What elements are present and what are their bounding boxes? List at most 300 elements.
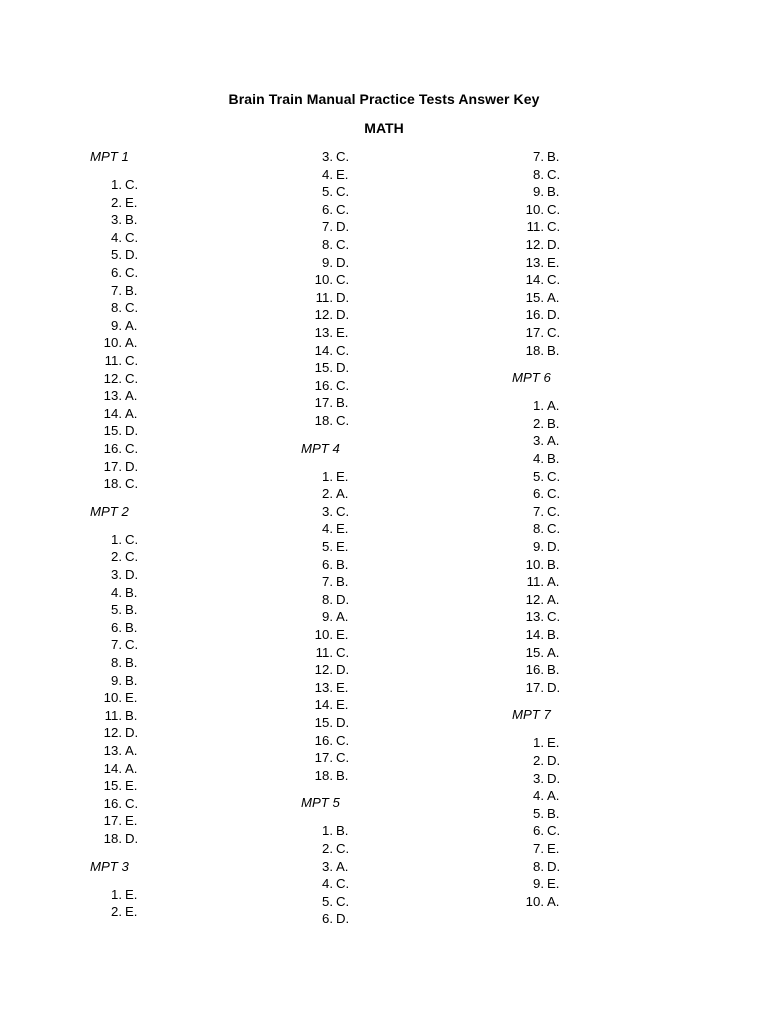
question-number: 16.: [525, 662, 544, 678]
answer-item: [90, 566, 290, 584]
answer-letter: C.: [336, 342, 350, 358]
answer-letter: D.: [336, 591, 350, 607]
answer-letter: B.: [336, 556, 349, 572]
question-number: 10.: [314, 626, 333, 642]
answer-item: [90, 299, 290, 317]
question-number: 14.: [525, 272, 544, 288]
question-number: 12.: [525, 591, 544, 607]
answer-letter: B.: [547, 415, 560, 431]
answer-letter: A.: [336, 609, 349, 625]
answer-letter: B.: [125, 282, 138, 298]
question-number: 2.: [111, 194, 122, 210]
answer-letter: B.: [336, 767, 349, 783]
answer-column-2: [301, 148, 501, 928]
answer-letter: C.: [336, 503, 350, 519]
answer-item: [512, 608, 712, 626]
question-number: 11.: [526, 219, 544, 235]
answer-letter: B.: [125, 584, 138, 600]
answer-letter: C.: [547, 468, 561, 484]
question-number: 7.: [533, 149, 544, 164]
question-number: 18.: [314, 767, 333, 783]
answer-item: [90, 317, 290, 335]
question-number: 13.: [103, 388, 122, 404]
question-number: 13.: [314, 679, 333, 695]
answer-letter: E.: [125, 886, 138, 902]
question-number: 9.: [322, 609, 333, 625]
question-number: 4.: [322, 521, 333, 537]
question-number: 7.: [111, 282, 122, 298]
answer-letter: A.: [547, 788, 560, 804]
question-number: 1.: [533, 735, 544, 751]
answer-letter: E.: [125, 813, 138, 829]
answer-item: [301, 714, 501, 732]
question-number: 6.: [111, 265, 122, 281]
answer-item: [90, 812, 290, 830]
question-number: 10.: [103, 335, 122, 351]
question-number: 6.: [322, 911, 333, 927]
answer-letter: A.: [547, 893, 560, 909]
answer-letter: B.: [125, 655, 138, 671]
answer-letter: D.: [547, 236, 561, 252]
answer-item: [301, 359, 501, 377]
answer-letter: D.: [125, 567, 139, 583]
answer-item: [301, 289, 501, 307]
answer-letter: C.: [125, 441, 139, 456]
question-number: 18.: [103, 476, 122, 492]
question-number: 4.: [533, 451, 544, 466]
answer-letter: C.: [336, 184, 350, 200]
answer-letter: A.: [547, 289, 560, 305]
question-number: 8.: [533, 521, 544, 537]
question-number: 8.: [111, 300, 122, 316]
question-number: 9.: [322, 254, 333, 270]
answer-letter: B.: [547, 662, 560, 678]
answer-letter: C.: [547, 324, 561, 340]
answer-letter: E.: [547, 840, 560, 856]
answer-letter: C.: [547, 272, 561, 288]
question-number: 10.: [525, 201, 544, 217]
answer-item: [90, 176, 290, 194]
answer-item: [301, 485, 501, 503]
answer-item: [301, 503, 501, 521]
answer-item: [512, 148, 712, 166]
answer-item: [512, 787, 712, 805]
answer-item: [301, 822, 501, 840]
question-number: 7.: [322, 219, 333, 235]
question-number: 16.: [103, 795, 122, 811]
answer-item: [301, 377, 501, 395]
answer-item: [512, 166, 712, 184]
answer-item: [512, 538, 712, 556]
question-number: 15.: [314, 360, 333, 376]
answer-letter: A.: [125, 405, 138, 421]
answer-item: [301, 271, 501, 289]
answer-item: [512, 734, 712, 752]
question-number: 9.: [533, 876, 544, 892]
answer-letter: B.: [125, 212, 138, 228]
question-number: 3.: [111, 212, 122, 228]
answer-item: [512, 644, 712, 662]
question-number: 11.: [315, 289, 333, 305]
answer-item: [90, 370, 290, 388]
question-number: 1.: [322, 823, 333, 839]
answer-letter: D.: [336, 307, 350, 323]
answer-letter: E.: [336, 679, 349, 695]
section-spacer: [90, 493, 290, 503]
answer-item: [512, 556, 712, 574]
answer-item: [512, 397, 712, 415]
answer-letter: B.: [336, 823, 349, 839]
answer-letter: D.: [336, 662, 350, 678]
answer-item: [301, 148, 501, 166]
question-number: 6.: [111, 619, 122, 635]
question-number: 3.: [322, 503, 333, 519]
answer-item: [512, 679, 712, 697]
answer-letter: C.: [336, 377, 350, 393]
answer-letter: A.: [125, 760, 138, 776]
answer-letter: E.: [336, 521, 349, 537]
answer-item: [90, 654, 290, 672]
question-number: 13.: [525, 609, 544, 625]
answer-letter: E.: [547, 254, 560, 270]
answer-letter: E.: [336, 166, 349, 182]
answer-item: [90, 334, 290, 352]
answer-item: [512, 520, 712, 538]
section-spacer: [301, 784, 501, 794]
answer-item: [301, 626, 501, 644]
answer-item: [301, 608, 501, 626]
question-number: 4.: [322, 876, 333, 892]
question-number: 11.: [104, 353, 122, 369]
answer-letter: E.: [336, 538, 349, 554]
question-number: 10.: [103, 690, 122, 706]
answer-item: [90, 795, 290, 813]
question-number: 1.: [533, 398, 544, 414]
answer-item: [90, 903, 290, 921]
answer-letter: B.: [547, 149, 560, 164]
answer-letter: B.: [547, 556, 560, 572]
answer-item: [90, 475, 290, 493]
answer-letter: D.: [547, 770, 561, 786]
answer-item: [90, 458, 290, 476]
answer-item: [90, 672, 290, 690]
question-number: 12.: [103, 370, 122, 386]
answer-letter: C.: [336, 750, 350, 766]
answer-item: [90, 548, 290, 566]
answer-item: [512, 591, 712, 609]
answer-letter: C.: [125, 229, 139, 245]
question-number: 13.: [314, 324, 333, 340]
answer-letter: A.: [125, 317, 138, 333]
answer-item: [512, 752, 712, 770]
question-number: 4.: [111, 584, 122, 600]
answer-item: [301, 732, 501, 750]
answer-letter: C.: [547, 166, 561, 182]
answer-item: [90, 405, 290, 423]
question-number: 12.: [314, 307, 333, 323]
answer-letter: C.: [336, 840, 350, 856]
answer-letter: A.: [547, 574, 560, 590]
test-heading: MPT 6: [512, 370, 551, 386]
answer-letter: A.: [336, 486, 349, 502]
answer-item: [90, 352, 290, 370]
answer-letter: D.: [547, 538, 561, 554]
question-number: 12.: [525, 236, 544, 252]
answer-letter: C.: [336, 644, 350, 660]
answer-letter: C.: [547, 503, 561, 519]
question-number: 12.: [103, 725, 122, 741]
answer-letter: A.: [547, 398, 560, 414]
question-number: 1.: [111, 531, 122, 547]
answer-letter: C.: [547, 219, 561, 235]
answer-item: [90, 830, 290, 848]
answer-item: [90, 707, 290, 725]
answer-letter: A.: [547, 433, 560, 449]
question-number: 1.: [111, 886, 122, 902]
answer-item: [512, 432, 712, 450]
answer-item: [90, 282, 290, 300]
answer-letter: B.: [547, 626, 560, 642]
answer-letter: C.: [125, 637, 139, 653]
answer-item: [90, 440, 290, 458]
answer-item: [301, 858, 501, 876]
answer-letter: D.: [125, 458, 139, 474]
answer-item: [90, 760, 290, 778]
answer-item: [512, 289, 712, 307]
answer-column-3: [512, 148, 712, 910]
answer-letter: C.: [125, 795, 139, 811]
question-number: 9.: [533, 538, 544, 554]
answer-item: [512, 306, 712, 324]
answer-item: [512, 201, 712, 219]
question-number: 15.: [525, 644, 544, 660]
question-number: 5.: [322, 184, 333, 200]
test-heading: MPT 1: [90, 149, 129, 164]
test-heading: MPT 2: [90, 503, 129, 519]
question-number: 12.: [314, 662, 333, 678]
answer-letter: C.: [125, 265, 139, 281]
answer-item: [512, 342, 712, 360]
answer-item: [90, 636, 290, 654]
question-number: 8.: [322, 591, 333, 607]
question-number: 7.: [533, 503, 544, 519]
question-number: 15.: [525, 289, 544, 305]
question-number: 3.: [533, 770, 544, 786]
answer-letter: D.: [125, 423, 139, 439]
answer-letter: D.: [125, 725, 139, 741]
answer-item: [301, 183, 501, 201]
answer-item: [301, 591, 501, 609]
answer-item: [90, 387, 290, 405]
answer-letter: D.: [336, 360, 350, 376]
answer-item: [512, 468, 712, 486]
answer-letter: A.: [125, 743, 138, 758]
answer-item: [90, 531, 290, 549]
question-number: 5.: [111, 602, 122, 618]
question-number: 9.: [111, 672, 122, 688]
answer-letter: D.: [547, 858, 561, 874]
answer-letter: D.: [125, 830, 139, 846]
question-number: 5.: [322, 538, 333, 554]
answer-item: [90, 584, 290, 602]
answer-item: [301, 679, 501, 697]
question-number: 17.: [314, 395, 333, 411]
answer-letter: C.: [125, 531, 139, 547]
answer-letter: C.: [547, 201, 561, 217]
answer-letter: B.: [125, 707, 138, 723]
question-number: 2.: [533, 415, 544, 431]
answer-letter: E.: [336, 626, 349, 642]
answer-item: [90, 724, 290, 742]
answer-letter: C.: [336, 236, 350, 252]
answer-item: [512, 893, 712, 911]
question-number: 8.: [322, 236, 333, 252]
answer-letter: B.: [125, 602, 138, 618]
question-number: 2.: [533, 753, 544, 768]
answer-item: [301, 342, 501, 360]
answer-item: [301, 520, 501, 538]
question-number: 7.: [322, 574, 333, 590]
question-number: 15.: [103, 423, 122, 439]
test-heading: MPT 3: [90, 858, 129, 874]
answer-letter: D.: [336, 254, 350, 270]
answer-letter: E.: [125, 778, 138, 794]
answer-item: [301, 166, 501, 184]
test-heading: MPT 5: [301, 795, 340, 811]
answer-item: [512, 626, 712, 644]
section-spacer: [301, 430, 501, 440]
answer-item: [90, 777, 290, 795]
answer-item: [512, 503, 712, 521]
answer-letter: B.: [547, 342, 560, 358]
answer-item: [512, 573, 712, 591]
question-number: 8.: [111, 655, 122, 671]
question-number: 16.: [314, 377, 333, 393]
question-number: 7.: [533, 840, 544, 856]
answer-letter: E.: [336, 324, 349, 340]
question-number: 10.: [314, 272, 333, 288]
answer-item: [301, 767, 501, 785]
question-number: 10.: [525, 893, 544, 909]
answer-item: [512, 770, 712, 788]
question-number: 1.: [322, 468, 333, 484]
section-spacer: [512, 696, 712, 706]
answer-item: [301, 201, 501, 219]
answer-letter: C.: [125, 549, 139, 565]
answer-item: [301, 412, 501, 430]
answer-letter: C.: [547, 609, 561, 625]
question-number: 6.: [322, 201, 333, 217]
answer-letter: C.: [336, 149, 350, 164]
question-number: 14.: [103, 760, 122, 776]
test-heading: MPT 4: [301, 440, 340, 456]
answer-item: [301, 661, 501, 679]
question-number: 9.: [533, 184, 544, 200]
answer-letter: A.: [547, 644, 560, 660]
answer-item: [301, 893, 501, 911]
section-spacer: [90, 848, 290, 858]
answer-letter: C.: [125, 300, 139, 316]
answer-item: [301, 875, 501, 893]
answer-letter: B.: [547, 184, 560, 200]
answer-letter: E.: [547, 876, 560, 892]
answer-letter: B.: [125, 672, 138, 688]
answer-letter: C.: [336, 893, 350, 909]
answer-item: [90, 211, 290, 229]
question-number: 13.: [103, 743, 122, 758]
question-number: 17.: [525, 324, 544, 340]
answer-letter: A.: [547, 591, 560, 607]
question-number: 10.: [525, 556, 544, 572]
question-number: 13.: [525, 254, 544, 270]
answer-letter: A.: [336, 858, 349, 874]
question-number: 18.: [314, 412, 333, 428]
question-number: 3.: [322, 858, 333, 874]
question-number: 3.: [322, 149, 333, 164]
question-number: 14.: [314, 697, 333, 713]
answer-item: [512, 840, 712, 858]
answer-letter: E.: [336, 697, 349, 713]
question-number: 17.: [103, 813, 122, 829]
question-number: 17.: [314, 750, 333, 766]
answer-item: [512, 254, 712, 272]
answer-item: [512, 450, 712, 468]
answer-item: [90, 619, 290, 637]
question-number: 5.: [111, 247, 122, 263]
answer-letter: C.: [125, 177, 139, 193]
answer-letter: D.: [336, 911, 350, 927]
answer-letter: C.: [125, 476, 139, 492]
answer-letter: D.: [336, 714, 350, 730]
answer-letter: E.: [125, 904, 138, 920]
question-number: 11.: [526, 574, 544, 590]
answer-letter: C.: [125, 370, 139, 386]
answer-letter: E.: [547, 735, 560, 751]
question-number: 4.: [533, 788, 544, 804]
answer-letter: A.: [125, 335, 138, 351]
answer-item: [301, 254, 501, 272]
question-number: 2.: [111, 549, 122, 565]
answer-item: [512, 271, 712, 289]
answer-letter: B.: [547, 451, 560, 466]
question-number: 4.: [111, 229, 122, 245]
answer-letter: C.: [547, 486, 561, 502]
answer-item: [301, 218, 501, 236]
question-number: 2.: [322, 486, 333, 502]
answer-item: [301, 644, 501, 662]
answer-letter: D.: [336, 219, 350, 235]
question-number: 1.: [111, 177, 122, 193]
answer-item: [90, 422, 290, 440]
answer-item: [90, 601, 290, 619]
answer-item: [301, 236, 501, 254]
question-number: 5.: [533, 468, 544, 484]
answer-item: [512, 822, 712, 840]
answer-item: [301, 840, 501, 858]
answer-letter: D.: [336, 289, 350, 305]
question-number: 11.: [104, 707, 122, 723]
answer-item: [301, 910, 501, 928]
answer-letter: E.: [125, 690, 138, 706]
answer-letter: A.: [125, 388, 138, 404]
answer-item: [301, 394, 501, 412]
question-number: 7.: [111, 637, 122, 653]
answer-item: [301, 306, 501, 324]
test-heading: MPT 7: [512, 707, 551, 723]
answer-item: [90, 264, 290, 282]
document-title: Brain Train Manual Practice Tests Answer Key: [228, 91, 540, 107]
question-number: 6.: [533, 823, 544, 839]
